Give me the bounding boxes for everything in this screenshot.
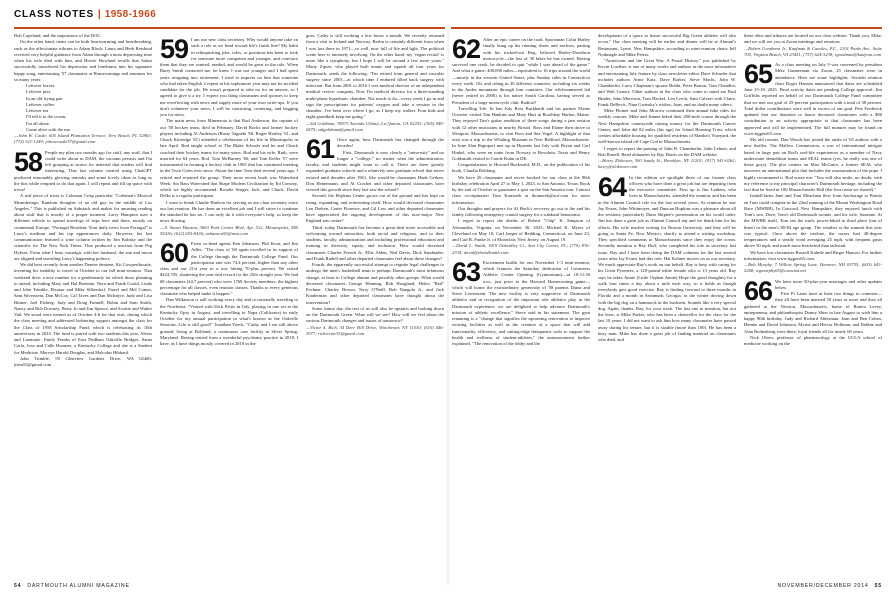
text-column-5 — [598, 33, 736, 575]
paragraph: Excitement builds for our November 1-3 mini-reunion, which features the Saturday dedication of Cavaneers Athletic Center Opening (Gymnasium)—at 10-11:30 a.m., just prior to the Harvard Homecoming game—which will honor the extraordinary generosity of '58 parents Diana and Steve Lewinstein. The new facility is very supportive of Dartmouth athletics and in recognition of the important role athletics play in the Dartmouth experience, we are delighted to help advance Dartmouth's mission of athletic excellence," Steve said in his statement. The gym renaming is a "change that signifies the upcoming renovation to improve existing facilities as well as the creation of a space that will add functionality, efficiency, and cutting-edge therapeutic tools to support the health and wellness of student-athletes," the announcement further explained. "The renovation of the lobby and the — [452, 259, 590, 346]
paragraph: We did hear recently from another Denver denizen, Kit Cowperthwaite, inventing his inability to travel in October to our fall mini-reunion. That weekend drew a nice number for a gentlemanly lot which those planning to attend, including Mary and Hal Brennan, Nora and Frank Gould, Linda and John Trimble, Eleanor and Mike Silberdorf, Farrel and Mel Comer, Sam Silverstein, Dan McCoy, Cal Taves and Dan McIntyre, Judy and Lisa Bittner, Joel Elsherg, Judy and Doug Funnell, Robin and Sam Smith, Nancy and Bob Downey, Betsy Jo and Jim Spence, and Scottie and Walter Vail. We stood were treated as of October 4-6 for that visit, during which the class meeting and addressed bolstering support amongst the class for the Class of 1958 Scholarship Fund, which is celebrating its 10th anniversary in 2024. The fund is paired with two students this year, Alexis and Luzmarie. Emily Franks of East Dedham Oakville Bridges, Santa Carla, Jose and Calle Huarnes, a Kentucky College and she is a Student for Medicine. Mervyn Harold Douglas, and Malcolm Hibbard. — [14, 262, 152, 355]
class-year-number: 63 — [452, 256, 481, 287]
paragraph: A real piece of trivia is Coleman Crisp particular "Coleman's Musical Meanderings: Random thoughts of an old guy in the middle of Los Angeles." This is published on Substack and makes for amusing reading about stuff that is mostly of a proper moment. Larry Hampton uses a different vehicle to spread travelogs of trips here and there, mostly on continental Europe, "Portugal Resident: Your daily news from Portugal" is Larry's medium and his top appearances daily. However, his last communication featured a wine column written by Jim Kubsky and the scientific for The New York Times. That produced a reaction from Peg Hybsas. From what I hear, nostalgic with her husband, the sun and moon are aligned and unveiling Larry's happening politics. — [14, 193, 152, 261]
text-column-3 — [306, 33, 444, 575]
paragraph: We have lost classmates Russell Kuhnle and Birger Hanson. For further information, visit www.tiggers65.com. — [744, 249, 882, 261]
paragraph: Congratulations to Howard Buckwald, M.D., on the publication of his book, Claudia Bobbing. — [452, 162, 590, 174]
paragraph: I'll tell it to the ocean, — [26, 114, 67, 120]
class-year-number: 60 — [160, 238, 189, 268]
paragraph: The main news from Minnesota is that Rod Anderson, the captain of our '58 hockey team, died in February. David Rocks and former hockey players including Al Anderson (Rusty Tagneki '60, Roger Hartley '61, and Chuck Kittredge '61) attended a celebration of his life in Minneapolis in late April. Rod taught school at The Blake Schools and he and Chuck coached their hockey teams for many years. Rod and his wife, Ruth, were married for 64 years. Rod, Tom McBurney '60, and Tom Keller '57 were instrumental in forming a hockey club in 1965 that has continued meeting in the Twin Cities ever since. About the time Tom died several years ago, I retired and rejoined the group. Their most recent book was Watershed Week: Six Bass Watershed that Shape Modern Civilization by Ed Conway, which we highly recommend. Rosalie Senger, Jack, and Chuck, David Delks is a regular participant. — [160, 118, 298, 199]
paragraph: Come alive with the me. — [26, 126, 72, 132]
paragraph: I am our new class secretary. Why would anyone take on such a role as we head toward life's finish line? My habit in relinquishing jobs, roles, or positions has been to look for someone more competent and younger, and convince them that they are wanted, needed, and would be great in the role. When Barry Smith contacted me, he knew I was not younger and I had spent years resigning into retirement. I tried to impress on him that someone who had taken English 2 repeat in his sophomore year may not be an ideal candidate for the job. He wasn't prepared to take no for an answer, so I agreed to give it a try. I expect you thing classmates and spouses to keep me overflowing with news and supply more of your own write-ups. If you don't volunteer your news, I will be contacting, cornering, and begging you for news. — [160, 37, 298, 117]
class-year-entry — [14, 146, 152, 369]
header-rule-right — [451, 27, 882, 29]
class-year-entry — [744, 59, 882, 275]
paragraph: Nick Olsen, professor of pharmacology at the UCLA school of medicine working on the — [744, 334, 882, 346]
paragraph: We have 26 classmates and wives booked for our class at the 90th birthday celebration April 27 to May 1, 2025, in San Antonio, Texas. Book by the end of October to guarantee a spot on the San Antonio tour. Contact class co-tripmaster Tom Komarek at tkomarek@aol.com for more information. — [452, 174, 590, 205]
paragraph: Leftover tea — [26, 108, 49, 113]
author-signature: —Sid Goldman, 78573 Avenida Ultima, La Quinta, CA 92253; (305) 949-0475; sidgoldman@gmail.com — [306, 120, 444, 132]
paragraph: goes. Cathy is still working a few hours a month. We recently returned from a visit to Ireland and Norway. Berlin is certainly different from when I was last there in 1971—so well, now full of life and light. The political scene here is intensely involving. On the other hand, my 'vegan recital' is more like a symphony, but I hope I will be around a few more years." Marty Zipser, who played both tennis and squash all four years for Dartmouth, sends the following: "I'm retired from general and vascular surgery since 2001—at which time I endured filled back surgery with infection. But from 2001 to 2016 I was medical director of an independent medical review company. Now I'm medical director for a three-standing multi-phase hyperbaric chamber. Not much to do—every week I go in and sign the prescriptions for patients' oxygen and take a session in the chamber. I've been over where I go, as I keep my walker. Four kids and eight grandkids keep me going." — [306, 33, 444, 120]
class-year-number: 58 — [14, 146, 43, 177]
paragraph: these obits and tributes are located on our class website. Thank you, Mike, and we will see you at Zoom meetings and reunions. — [744, 33, 882, 45]
paragraph: I want to thank Charlie Harlson for serving as our class secretary since our last reunion. He has done an excellent job and I will strive to continue the standard he has set. I can only do it with everyone's help, so keep the news flowing. — [160, 199, 298, 224]
text-column-6 — [744, 33, 882, 575]
paragraph: After an epic career on the road, Sportsman Colin Harley finally hung up his running shoes and anchors, parting with his tricked-out Hog, beloved Harley-Davidson motorcycle—the last of 30 bikes he has owned. Having survived one crash, he decided to quit "while I was ahead of the game." And what a game: 400,000 miles—equivalent to 16 trips around the world—mostly in the western United States, plus Sunday rides in Connecticut every week. Oh, and riding in 20 different countries, including six weeks in the Andes mountains through four countries. Our wild-mannered lad (never retired in 2006) is his native South Carolina, having served as President of a large motorcycle club. Radical! — [452, 37, 590, 105]
paragraph: From co-head agents Ken Johansen, Phil Kron, and Jim Adler: "The class of '60 again excelled in its support of the College through the Dartmouth College Fund. Our participation rate was 74.4 percent, higher than any other class and our 21st year in a row hitting 70-plus percent. We raised $424,705, shattering the year-end record for the 25th straight year. We had 68 classmates (24.7 percent) who were 1769 Society members, the highest percentage for all classes, even reunion classes. Thanks to every generous classmate who helped make it happen." — [160, 241, 298, 296]
class-year-number: 62 — [452, 34, 481, 64]
class-year-number: 65 — [744, 59, 773, 89]
paragraph: development of a space to honor successful Big Green athletes will also occur." Our class meeting will be earlier and dinner will be at Alumni's Restaurant, Lyme, New Hampshire, according to mini-reunion chairs Jeff Nothnagle and Mike Peters. — [598, 33, 736, 57]
paragraph: "Americans and the Great War: A Postal History," just published by Kevin Lowther, is one of many works and authors in the most informative and entertaining July feature by class newsletter editor Dave Schaefer that includes authors Arnie Katz, Dave Barker, Steve Macht, John W. Chamberlin, Larry Chapman's spouse Bobbi, Peter Barton, Tom Chandler, and Walt Carney. Other authors in the class who come to mind are Paul Binder, John Morrison, Tom Hackel, Len Leviit, Sam Calvert with Claire, Frank DeBevic, Nina Gwinsky's widow, Joan, and no doubt many others. — [598, 58, 736, 107]
author-signature: —Victor S. Rich, 34 Deer Hill Drive, Winchester, NY 11530; (516) 446-3977; richvictor35@gmail.com — [306, 324, 444, 336]
paragraph: First, Dartmouth is now clearly a "university" and no longer a "college," no matter what the administration, faculty, and students might want to call it. There are three greatly expanded graduate schools and a relatively new graduate school that never existed until decades after 1961, like would-be classmates Hank Gerken, Don Heinemann, and Al Crochet and other departed classmates have viewed this growth since they last saw the school? — [306, 149, 444, 192]
class-year-number: 61 — [306, 134, 335, 164]
paragraph: In this edition we spotlight three of our former class officers who have done a great job but are departing from the executive committee. First up is Jim Lathem, who lives in Massachusetts, attended the reunion, and has been in the Alumni Council role for the last several years. As reunion he saw Jay Evans, John Whitmoyer, and Duncan Hopkins was a pleasure about all the sessions, particularly Dana Shiptee's presentation on his world order. Jim has done a great job as Alumni Council rep and we thank him for his efforts. His wife teaches writing for Boston University, and they will be going to Santa Fe, New Mexico, shortly to attend a writing workshop. They specified comments to Massachusetts since they enjoy the ocean. Secondly mention is Ray Hoff, who completed his role as secretary last issue. Ray and I have been doing the DAM columns for the last several years after Jay Evans had this role. Hal Kobner moves on as our secretary. We much appreciate Ray's work on our behalf. Ray is busy with caring for his Great Pyrenees, a 120-pound white female who is 13 years old. Ray says he takes Annie (Little Orphan Annie) Hope the good thoughts) for a walk four times a day about a mile each way, so it holds as though everybody gets good exercise. Ray is finding forward to three months in Florida and a month in Savannah, Georgia, in the winter driving down with the big dog on a hammock in the backseat. Sounds like a very special dog. Again, thanks, Ray, for your work. The last one to mention, but not the least, is Mike Parker, who has been a chancellor for the class for the last 10 years. I did not want to ask him how many classmates have passed away during his tenure, but it is sizable (more than 100). He has been a busy man. Mike has done a great job of finding material on classmates who died, and — [598, 174, 736, 342]
class-year-entry — [306, 134, 444, 337]
text-column-1 — [14, 33, 152, 575]
paragraph: Bob Copeland, and the importance of the DOC. — [14, 33, 102, 38]
section-title: CLASS NOTES — [14, 9, 94, 20]
footer-right — [778, 583, 883, 589]
paragraph: I regret to report the passing of John R. Chamberlin, John Lehner, and Bob Ronell. Read obituaries by Ray Harris on the DAM website. — [598, 145, 736, 157]
paragraph: On the other hand, items can be both heartwarming and heartbreaking, such as the affectionate tributes to Adam Block: Laura and Herb Reiskind received very helpful guidance from Adam through a most depressing time when his wife died with him, and Howie Howland recalls that Adam successfully transferred his depression and loneliness into his signature happy song, entertaining '57 classmates at Homecomings and reunions for so many years: — [14, 39, 152, 82]
paragraph: John Trimble, 95 Glenview Gardens Drive, WA 02460; jtrim55@gmail.com — [14, 355, 152, 367]
publication-title-left: DARTMOUTH ALUMNI MAGAZINE — [27, 583, 130, 589]
paragraph: People my plan two months ago for stuff, any stuff, that I could write about in DAM, the vacuum persists and I'm left grasping at straws for material that readers will find interesting. That last column created using ChatGPT produced reasonably glowing remarks and some lovely ideas as long as the bits while tempted to do that again, I will repeat and fill up space with trivia! — [14, 149, 152, 192]
page-number-left: 54 — [14, 583, 22, 589]
class-year-number: 64 — [598, 171, 627, 202]
paragraph: Once again, how Dartmouth has changed through the decades! — [337, 137, 444, 149]
paragraph: Leftover pies — [26, 89, 51, 95]
paragraph: My old roomie, Dan Woods has joined the ranks of '65 authors with a new thriller, The Mallow Commission, a sort of international intrigue based in large part on Rod's real-life experiences as a member of Navy underwater demolition teams and SEAL teams (yes, he really was one of those guys). The plot centers on Max McGuire, a former SEAL who uncovers an international plot that includes the assassination of the pope. I highly recommend it. Rod wrote me: "You will also smile, no doubt, with my reference to my principal character's Dartmouth heritage, including the fact that he lived in 106 Massachusetts Hall (the first room we shared)." — [744, 137, 882, 192]
author-signature: —John W. Castle, 605 Island Plantation Terrace, Vero Beach, FL 32963; (772) 321-1249; johnwcastle57@gmail.com — [14, 133, 152, 145]
paragraph: Five Pi Lams have at least two things in common—they all have been married 50 years or more and they all gathered at the Newton, Massachusetts, home of Bonita Levey, entrepreneur, and philanthropist Donny Shier in late August to wish him a happy 80th birthday. Judy and Richard Ablesman, Joan and Ben Cohen, Hennie and David Johnston, Myrna and Hector Hollman, and Debbie and Alan Rothenberg were there, loyal friends all for nearly 60 years. — [744, 291, 882, 334]
paragraph: Fourth, the apparently successful attempt to reignite legal challenges to undergo the men's basketball team is perhaps Dartmouth's most infamous change, at least to College alumni and possibly other groups. What would deceased classmates George Henning, Bob Hoagland, Helen "Red" Fechner, Charley Brown, Terry O'Neill, Bob Nangola Jr., and Jack Kinderman and other departed classmates have thought about the intervention? — [306, 262, 444, 305]
paragraph: Mike Plotner and John Morrow continued their annual bike rides for weekly courses. Mike and Jeanne biked their 200-mile course through the New Hampshire countryside raising money for the Dartmouth Cancer Center, and John did 82 miles (his age) for Island Housing Trust, which creates affordable housing for qualified residents of Martha's Vineyard, the well-known island off Cape Cod in Massachusetts. — [598, 108, 736, 145]
paragraph: Travelling 'life: In late July Ross Burkhardt and his partner Elaine Octavier visited Tim Hankins and Mary Hurt in Boothbay Harbor, Maine. They enjoyed Tim's guitar rendition of three songs during a jam session with 12 other musicians in nearby Bristol. Ross and Elaine then drove to Westport, Massachusetts, to visit Ross and Sue Vogel. A highlight of that visit was a trip to the Whaling Museum in New Bedford, Massachusetts. In June Alan Rapoport met up in Hyannis last July with Bryan and Carl Hinkel, who were en route from Norway to Bowdoin, Texas and Henry Goldsmith visited to Carole Kuhn in DE. — [452, 105, 590, 161]
paragraph: Inshell-lanes Jane and Tom Meacham flew from Anchorage to Bonita en Tom could compete in the 22nd running of the Mount Washington Road Race (MWRR). In Concord, New Hampshire, they enjoyed lunch with Tom's son, Dave, Tom's old Dartmouth roomie, and his wife, Suzanne. At the MWRR itself, Tom ran the truth, power-biked to third place (out of three) in the men's 80-84 age group. The weather at the summit this year was typical. Once above the treeline, the racers had 40-degree temperatures and a steady wind averaging 25 mph, with frequent gusts above 50 mph, and much more headwind than tailwind. — [744, 193, 882, 249]
author-signature: —A. Stuart Hanson, 3663 Park Center Blvd, Apt. 512, Minneapolis, MN 55416; (612) 655-8436; ashanson55@msn.com — [160, 224, 298, 236]
text-column-4 — [452, 33, 590, 575]
class-year-range: 1958-1966 — [104, 9, 157, 20]
class-year-entry — [598, 171, 736, 344]
author-signature: —Robert Goodman Jr., Kaufman & Canoles, P.C., 2101 Parks Ave., Suite 700, Virginia Beach, VA 23451; (757) 624-3238; rgoodman@kaufcan.com — [744, 45, 882, 57]
paragraph: Dan Wilkinson is still working every day and occasionally traveling to the Northeast: "Visited with Dick Pettis in July, playing in one set at the Kentucky Opry in August, and travelling to Napa (California) in early October for my annual participation in what's known as the Oakville Sessions. Life is still good!" Jonathan Yoeck: "Cathy and I are still above ground, living at Rohland, a continuous care facility in Silver Spring, Maryland. Having retired from a wonderful psychiatry practice in 2018, I have, as I have things mostly covered in 2018 in the — [160, 297, 298, 346]
paragraph: Some future day, the rest of us will also be upstairs and looking down on the Dartmouth Green. What will we see? How will we feel about the various Dartmouth changes and issues of tomorrow? — [306, 305, 444, 324]
text-column-2 — [160, 33, 298, 575]
paragraph: I'm all alone. — [26, 120, 50, 126]
page-gutter — [447, 30, 449, 585]
author-signature: —Harry Zlokower, 300 Sandy St., Brooklyn, NY 11201; (917) 541-6262; harry@zlokower.com — [598, 158, 736, 170]
paragraph: Our thoughts and prayers for Al Huck's recovery go out to the and his family following emergency cranial surgery for a subdural hematoma. — [452, 205, 590, 217]
page-header — [14, 9, 156, 23]
class-year-entry — [160, 34, 298, 237]
paragraph: Second, the Hopkins Center grows out of the ground and has kept on rising, expanding, and reinventing itself. How would deceased classmates Len Dieken, Carter Fiorence, and Gil Low and other departed classmates have appreciated the ongoing development of this now-major New England arts center? — [306, 193, 444, 224]
class-year-number: 59 — [160, 34, 189, 64]
header-separator: | — [97, 9, 101, 20]
paragraph: I regret to report the deaths of Robert "Chip" K. Simpson of Alexandria, Virginia, on November 30, 2023; Michael K. Myers of Cleveland on May 10; Carl Jaeger of Redding, Connecticut, on June 23; and Carl R. Funke Jr. of Montclair, New Jersey, on August 19. — [452, 218, 590, 242]
paragraph: As a class meeting on July 9 was convened by president Mike Gunnerman via Zoom, 25 classmates were in attendance. Here are some highlights. Sixtieth reunion chair Roger Hansen announced that dates are scheduled June 15-18, 2025. Final activity dates are pending College approval. Jim Griffiths reported on behalf of our Dartmouth College Fund committee that we met our goal of 25-percent participation with a total of 38 percent. Total dollar contributions were well in excess of our goal. Pete Frederick updated that our donation to honor deceased classmates with a $80 contribution to an activity appropriate to that classmates has been approved and will be implemented. The full minutes may be found on www.tiggers65.com. — [744, 62, 882, 136]
issue-date: NOVEMBER/DECEMBER 2014 — [777, 583, 869, 589]
class-year-entry — [160, 238, 298, 347]
author-signature: —Bob Murphy, 7 Willow Spring Lane, Hanover, NH 03755; (603) 643-5268; wgmurphy65@comcast.net — [744, 262, 882, 274]
paragraph: Leftover leaves — [26, 83, 55, 88]
class-year-number: 66 — [744, 275, 773, 306]
paragraph: We have more 50-plus-year marriages and other updates below. — [775, 278, 882, 290]
page-number-right: 55 — [874, 583, 882, 589]
footer-left — [14, 583, 130, 589]
paragraph: Third, today Dartmouth has become a great deal more accessible and welcoming toward minorities, both racial and religious, and to their students, faculty, administration and including professional education and training in diversity, equity, and inclusion. How would deceased classmates Charles French Jr., Ellis Alden, Ned Davis, Dick Sandnader, and Frank Rudell and other departed classmates feel about these changes? — [306, 224, 444, 261]
paragraph: In an old frying pan — [26, 95, 63, 101]
author-signature: —David L. Smith, 1819 Oakvalley Ct., Sun City Center, FL; (770) 876-2334; david@davidlsmith.com — [452, 243, 590, 255]
paragraph: Leftover coffee — [26, 101, 55, 107]
class-year-entry — [452, 34, 590, 256]
class-year-entry — [744, 275, 882, 348]
class-year-entry — [452, 256, 590, 348]
header-rule-left — [14, 27, 445, 29]
